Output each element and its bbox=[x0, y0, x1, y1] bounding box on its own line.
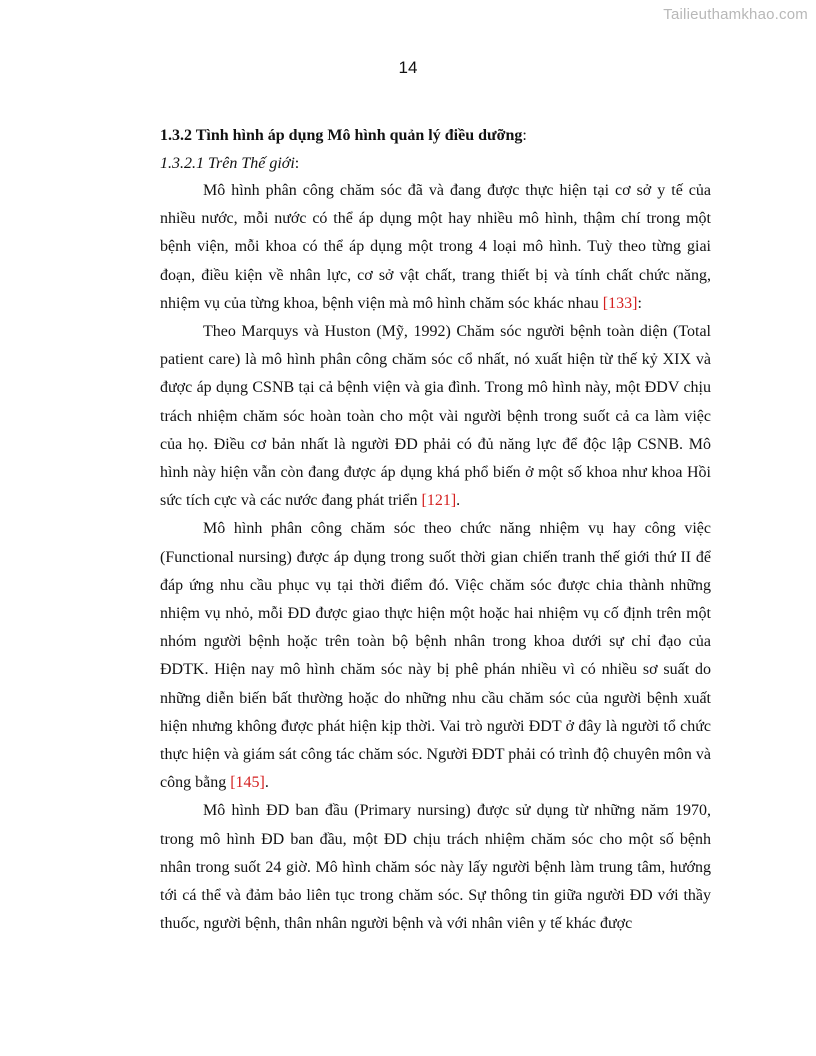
paragraph-text: Mô hình ĐD ban đầu (Primary nursing) được sử dụng từ những năm 1970, trong mô hình ĐD ban đầu, một ĐD chịu trách nhiệm chăm sóc cho một số bệnh nhân trong suốt 24 giờ. Mô hình chăm sóc này lấy người bệnh làm trung tâm, hướng tới cá thể và đảm bảo liên tục trong chăm sóc. Sự thông tin giữa người ĐD với thầy thuốc, người bệnh, thân nhân người bệnh và với nhân viên y tế khác được bbox=[160, 802, 711, 933]
subsection-heading-colon: : bbox=[294, 155, 300, 172]
paragraph-text: Mô hình phân công chăm sóc theo chức năng nhiệm vụ hay công việc (Functional nursing) được áp dụng trong suốt thời gian chiến tranh thế giới thứ II để đáp ứng nhu cầu phục vụ tại thời điểm đó. Việc chăm sóc được chia thành những nhiệm vụ nhỏ, mỗi ĐD được giao thực hiện một hoặc hai nhiệm vụ cố định trên một nhóm người bệnh hoặc trên toàn bộ bệnh nhân trong khoa dưới sự chỉ đạo của ĐDTK. Hiện nay mô hình chăm sóc này bị phê phán nhiều vì có nhiều sơ suất do những diễn biến bất thường hoặc do những nhu cầu chăm sóc của người bệnh xuất hiện nhưng không được phát hiện kịp thời. Vai trò người ĐDT ở đây là người tổ chức thực hiện và giám sát công tác chăm sóc. Người ĐDT phải có trình độ chuyên môn và công bằng bbox=[160, 520, 711, 792]
citation-link[interactable]: [121] bbox=[421, 492, 457, 510]
subsection-heading bbox=[160, 150, 711, 177]
document-body bbox=[160, 122, 711, 938]
paragraph-end: . bbox=[456, 492, 461, 510]
paragraph-2 bbox=[160, 318, 711, 515]
watermark-text: Tailieuthamkhao.com bbox=[663, 6, 808, 23]
paragraph-end: : bbox=[637, 294, 642, 312]
subsection-heading-title: 1.3.2.1 Trên Thế giới bbox=[160, 155, 295, 172]
paragraph-text: Mô hình phân công chăm sóc đã và đang được thực hiện tại cơ sở y tế của nhiều nước, mỗi nước có thể áp dụng một hay nhiều mô hình, thậm chí trong một bệnh viện, mỗi khoa có thể áp dụng một trong 4 loại mô hình. Tuỳ theo từng giai đoạn, điều kiện về nhân lực, cơ sở vật chất, trang thiết bị và tính chất chức năng, nhiệm vụ của từng khoa, bệnh viện mà mô hình chăm sóc khác nhau bbox=[160, 182, 711, 312]
paragraph-1 bbox=[160, 177, 711, 318]
page-number: 14 bbox=[398, 58, 418, 77]
citation-link[interactable]: [145] bbox=[230, 774, 265, 792]
paragraph-text: Theo Marquys và Huston (Mỹ, 1992) Chăm sóc người bệnh toàn diện (Total patient care) là mô hình phân công chăm sóc cổ nhất, nó xuất hiện từ thế kỷ XIX và được áp dụng CSNB tại cả bệnh viện và gia đình. Trong mô hình này, một ĐDV chịu trách nhiệm chăm sóc hoàn toàn cho một vài người bệnh trong suốt cả ca làm việc của họ. Điều cơ bản nhất là người ĐD phải có đủ năng lực để độc lập CSNB. Mô hình này hiện vẫn còn đang được áp dụng khá phổ biến ở một số khoa như khoa Hồi sức tích cực và các nước đang phát triển bbox=[160, 323, 711, 510]
section-heading-title: 1.3.2 Tình hình áp dụng Mô hình quản lý điều dưỡng bbox=[160, 127, 523, 144]
paragraph-4 bbox=[160, 797, 711, 938]
paragraph-3 bbox=[160, 515, 711, 797]
paragraph-end: . bbox=[264, 774, 269, 792]
section-heading-colon: : bbox=[522, 127, 527, 144]
citation-link[interactable]: [133] bbox=[602, 294, 638, 312]
section-heading bbox=[160, 122, 711, 150]
